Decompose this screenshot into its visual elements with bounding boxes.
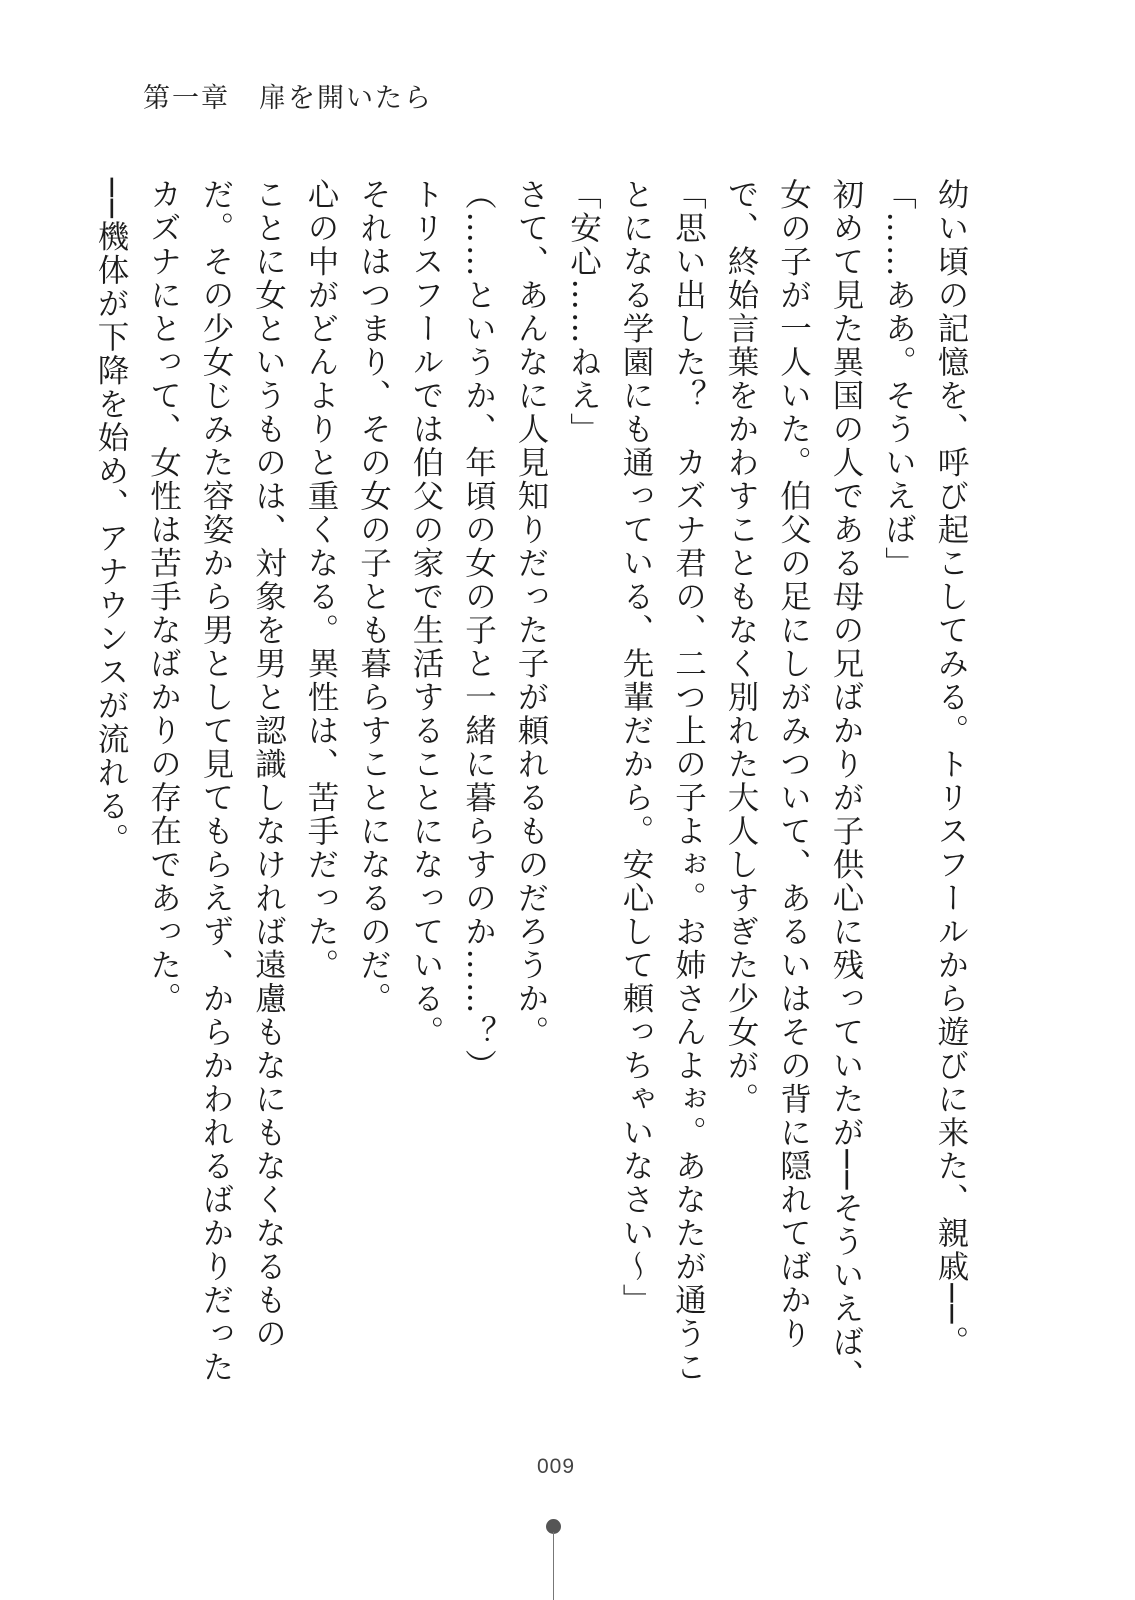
paragraph: 「……ああ。そういえば」	[880, 178, 917, 580]
paragraph: トリスフールでは伯父の家で生活することになっている。	[408, 178, 444, 1049]
body-text	[85, 178, 978, 1408]
page-marker-line	[553, 1532, 554, 1600]
paragraph: さて、あんなに人見知りだった子が頼れるものだろうか。	[513, 178, 549, 1049]
paragraph: 初めて見た異国の人である母の兄ばかりが子供心に残っていたが──そういえば、女の子が一人いた。伯父の足にしがみついて、あるいはその背に隠れてばかりで、終始言葉をかわすこともなく別れた大人しすぎた少女が。	[723, 178, 864, 1393]
paragraph: ことに女というものは、対象を男と認識しなければ遠慮もなにもなくなるものだ。その少女じみた容姿から男として見てもらえず、からかわれるばかりだったカズナにとって、女性は苦手なばかりの存在であった。	[145, 178, 287, 1384]
paragraph: 心の中がどんよりと重くなる。異性は、苦手だった。	[303, 178, 339, 982]
chapter-title: 第一章 扉を開いたら	[143, 83, 433, 114]
paragraph: それはつまり、その女の子とも暮らすことになるのだ。	[355, 178, 392, 1016]
paragraph: ──機体が下降を始め、アナウンスが流れる。	[93, 178, 129, 857]
paragraph: 「安心……ねえ」	[565, 178, 602, 446]
paragraph: 「思い出した？ カズナ君の、二つ上の子よぉ。お姉さんよぉ。あなたが通うことになる学園にも通っている、先輩だから。安心して頼っちゃいなさい～」	[618, 178, 707, 1384]
page-number: 009	[536, 1455, 576, 1478]
paragraph: 幼い頃の記憶を、呼び起こしてみる。トリスフールから遊びに来た、親戚──。	[933, 178, 969, 1359]
paragraph: （……というか、年頃の女の子と一緒に暮らすのか……？）	[460, 178, 497, 1083]
